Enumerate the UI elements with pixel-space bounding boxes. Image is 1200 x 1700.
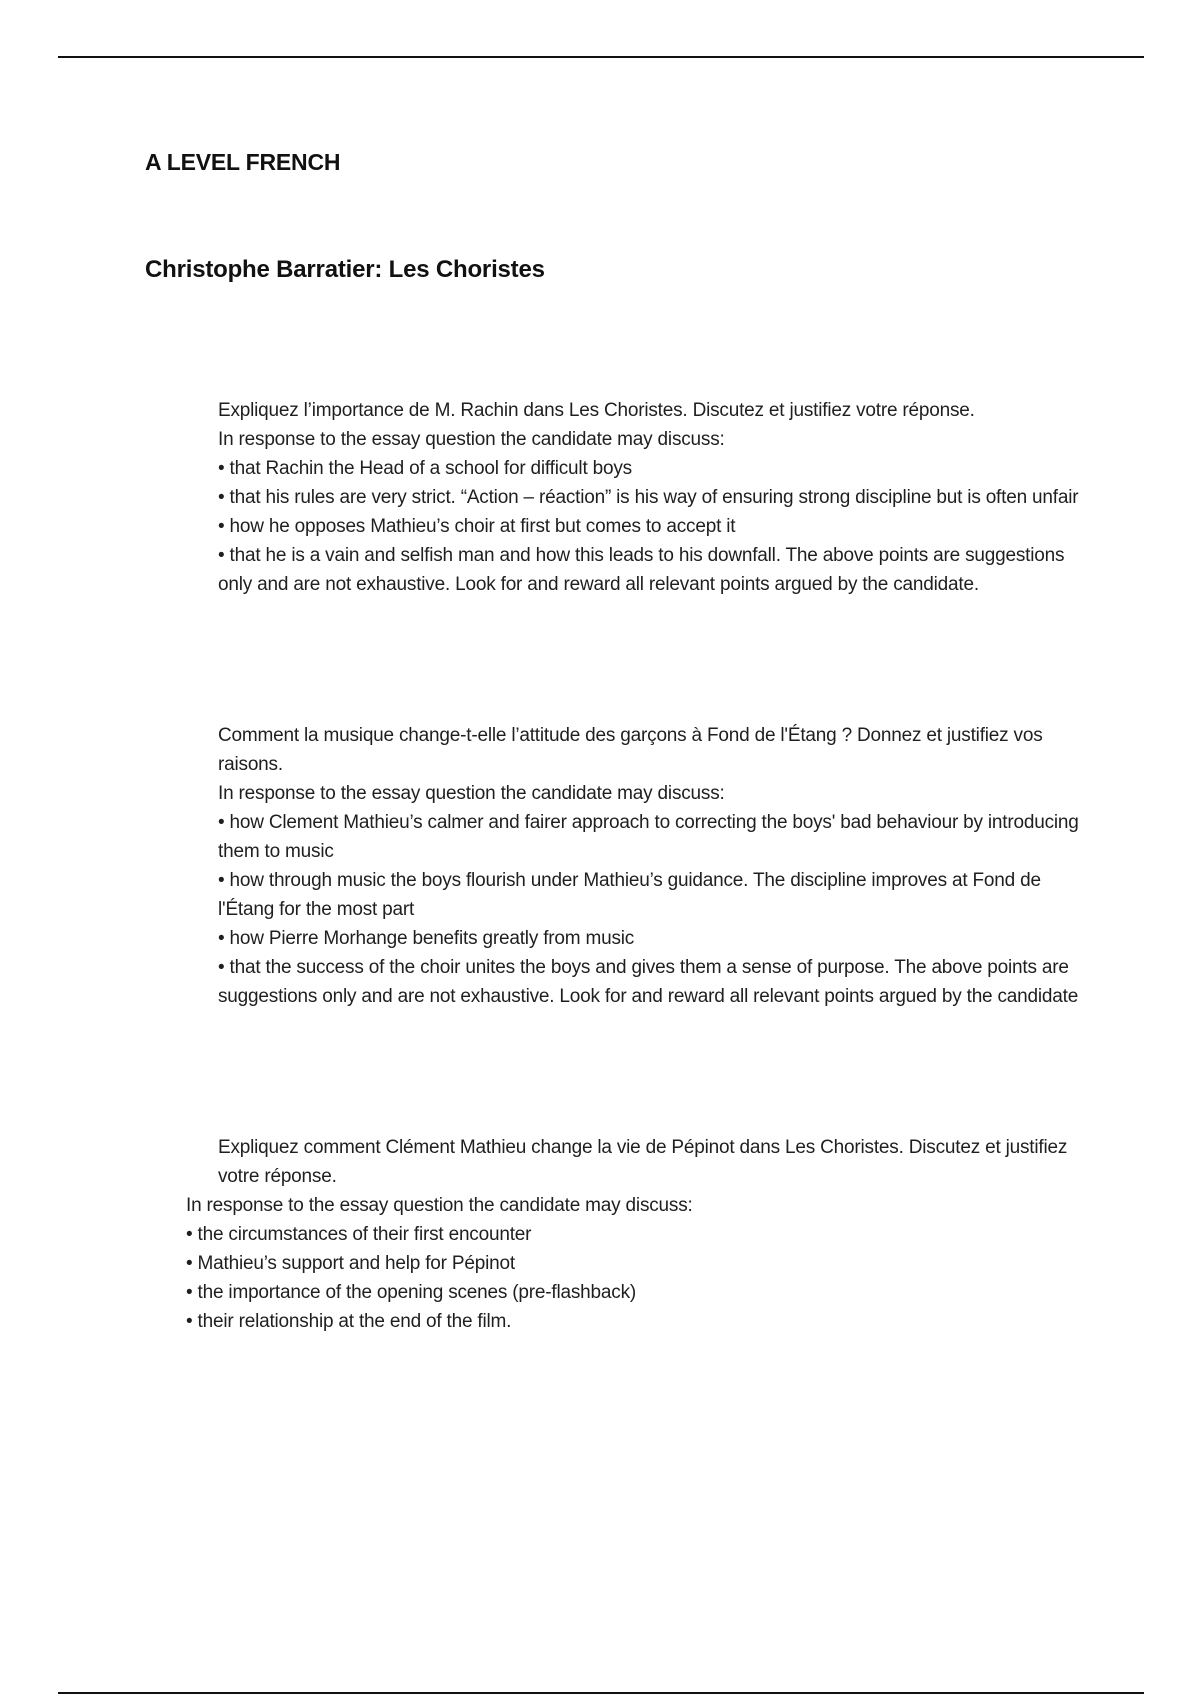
question-intro: In response to the essay question the candidate may discuss: (186, 1195, 693, 1216)
question-intro: In response to the essay question the candidate may discuss: (218, 783, 725, 804)
question-block-3 (186, 1133, 1086, 1336)
question-intro: In response to the essay question the candidate may discuss: (218, 429, 725, 450)
bottom-rule (58, 1692, 1144, 1694)
question-bullet: • how through music the boys flourish under Mathieu’s guidance. The discipline improves at Fond de l'Étang for the most part (218, 870, 1041, 920)
question-bullet: • how Pierre Morhange benefits greatly from music (218, 928, 635, 949)
question-bullet: • Mathieu’s support and help for Pépinot (186, 1253, 515, 1274)
question-bullet: • that he is a vain and selfish man and how this leads to his downfall. The above points are suggestions only and are not exhaustive. Look for and reward all relevant points argued by the candidate. (218, 545, 1065, 595)
question-prompt: Expliquez comment Clément Mathieu change la vie de Pépinot dans Les Choristes. Discutez et justifiez votre réponse. (218, 1137, 1068, 1187)
question-bullet: • that his rules are very strict. “Action – réaction” is his way of ensuring strong discipline but is often unfair (218, 487, 1079, 508)
question-bullet: • the importance of the opening scenes (pre-flashback) (186, 1282, 636, 1303)
question-bullet: • that the success of the choir unites the boys and gives them a sense of purpose. The above points are suggestions only and are not exhaustive. Look for and reward all relevant points argued by the candidate (218, 957, 1079, 1007)
course-level-heading: A LEVEL FRENCH (145, 149, 341, 175)
top-rule (58, 56, 1144, 58)
question-bullet: • how Clement Mathieu’s calmer and fairer approach to correcting the boys' bad behaviour by introducing them to music (218, 812, 1079, 862)
question-block-2 (218, 721, 1098, 1011)
question-bullet: • the circumstances of their first encounter (186, 1224, 532, 1245)
question-bullet: • how he opposes Mathieu’s choir at first but comes to accept it (218, 516, 736, 537)
document-title: Christophe Barratier: Les Choristes (145, 256, 545, 283)
question-prompt: Comment la musique change-t-elle l’attitude des garçons à Fond de l'Étang ? Donnez et justifiez vos raisons. (218, 725, 1043, 775)
question-bullet: • their relationship at the end of the film. (186, 1311, 512, 1332)
question-prompt: Expliquez l’importance de M. Rachin dans Les Choristes. Discutez et justifiez votre réponse. (218, 400, 975, 421)
question-block-1 (218, 396, 1098, 599)
question-bullet: • that Rachin the Head of a school for difficult boys (218, 458, 632, 479)
